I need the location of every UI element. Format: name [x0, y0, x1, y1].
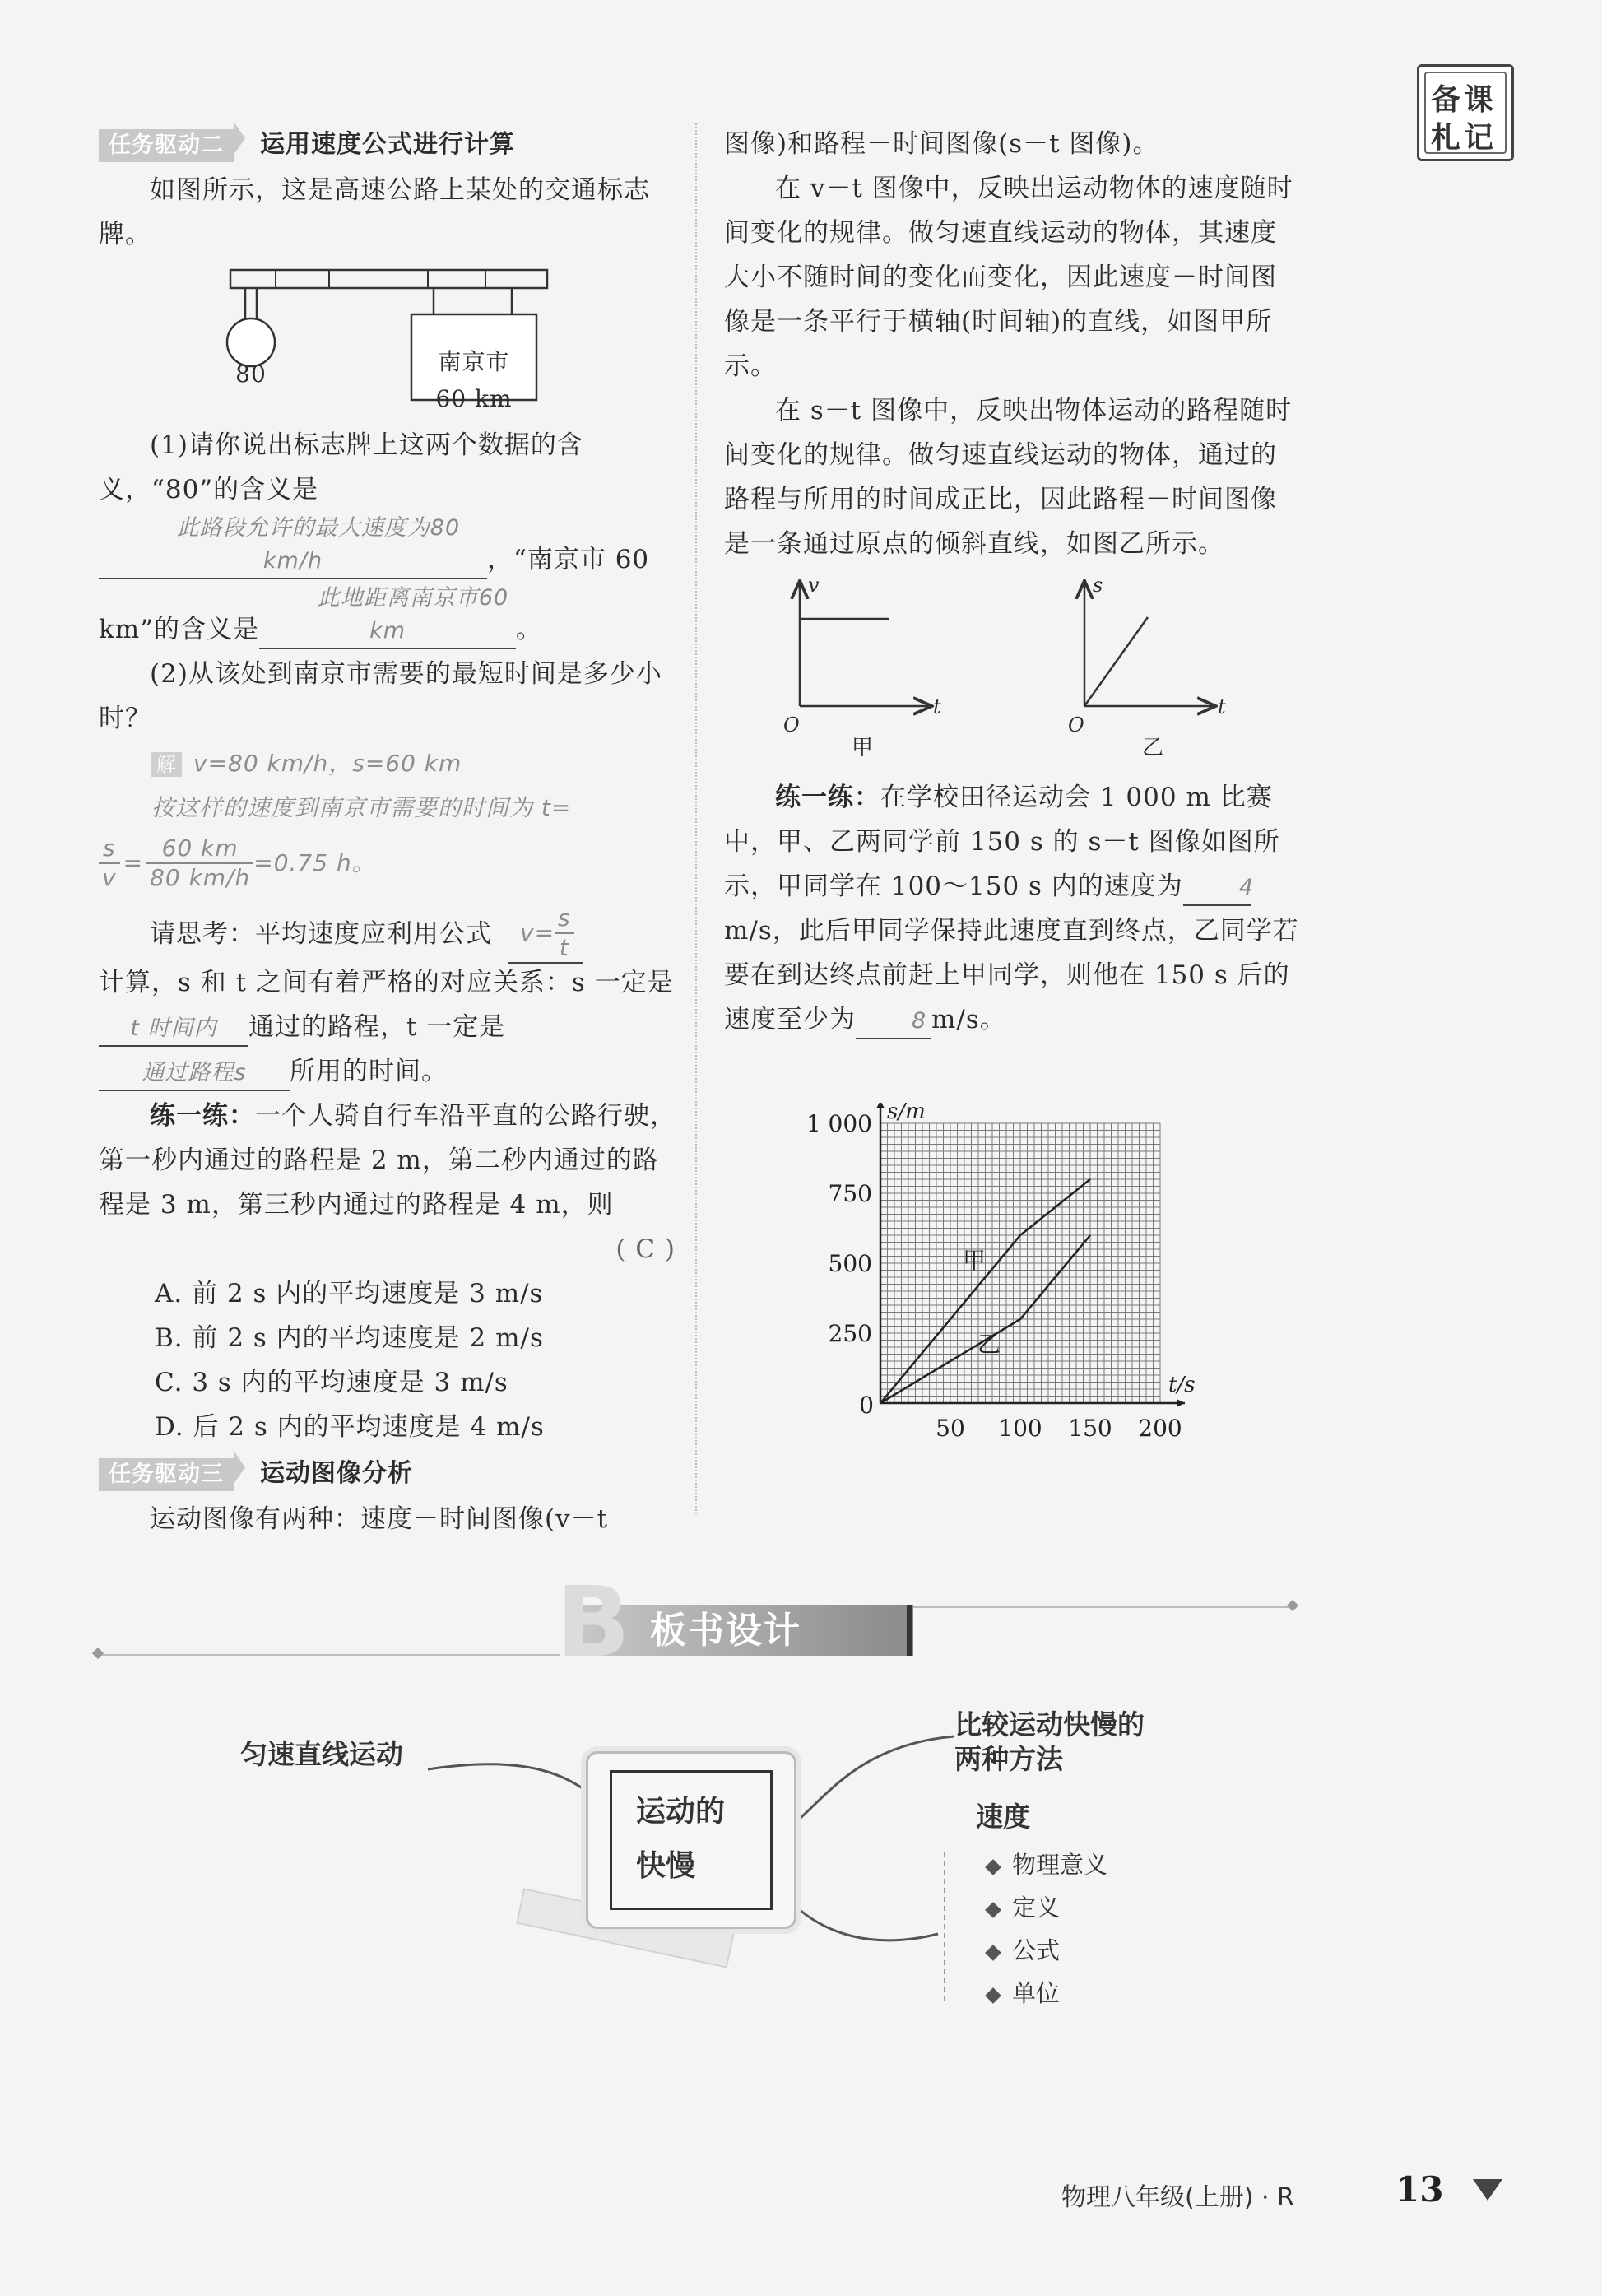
- q2: (2)从该处到南京市需要的最短时间是多少小时？: [99, 659, 662, 733]
- speed-item: 公式: [987, 1929, 1107, 1972]
- q1-prefix: (1)请你说出标志牌上这两个数据的含义，“80”的含义是: [99, 430, 583, 504]
- center-line1: 运动的: [636, 1795, 726, 1829]
- q1-mid: ，“南京市 60 km”的含义是: [99, 545, 650, 644]
- q1-answer2: 此地距离南京市60 km: [259, 582, 516, 649]
- branch-right-top-line1: 比较运动快慢的: [954, 1708, 1145, 1741]
- think-formula: v= $\frac{s}{t}$: [508, 904, 583, 964]
- st-chart: [806, 1103, 1218, 1457]
- right-para2: 在 v－t 图像中，反映出运动物体的速度随时间变化的规律。做匀速直线运动的物体，其速度大小不随时间的变化而变化，因此速度－时间图像是一条平行于横轴(时间轴)的直线，如图甲所示。: [724, 174, 1293, 381]
- origin-label: 0: [859, 1392, 874, 1419]
- exercise1-answer: ( C ): [615, 1234, 676, 1264]
- exercise2-answer2: 8: [856, 1005, 931, 1039]
- series-label: 甲: [963, 1247, 987, 1274]
- solution-result: =0.75 h。: [253, 849, 376, 876]
- center-line2: 快慢: [636, 1849, 696, 1883]
- speed-items: [987, 1843, 1107, 2015]
- stamp-line2: 札记: [1431, 121, 1498, 155]
- speed-label: 速度: [976, 1801, 1030, 1833]
- x-tick-label: 50: [936, 1415, 965, 1442]
- diamond-icon: [985, 1859, 1001, 1875]
- q1: [99, 423, 679, 652]
- think-answer2: 通过路程s: [99, 1057, 290, 1091]
- think: [99, 904, 679, 1094]
- think-prefix: 请思考：平均速度应利用公式: [150, 919, 492, 949]
- sign-speed: 80: [235, 360, 267, 388]
- graph-b-ylabel: s: [1093, 574, 1104, 597]
- option-b: B. 前 2 s 内的平均速度是 2 m/s: [155, 1323, 544, 1353]
- speed-item: 单位: [987, 1972, 1107, 2015]
- options-list: [99, 1271, 679, 1449]
- sign-distance: 60 km: [435, 385, 513, 412]
- task2-arrow-icon: [234, 122, 245, 155]
- corner-stamp: [1417, 64, 1514, 161]
- speed-item: 物理意义: [987, 1843, 1107, 1886]
- branch-right-bottom: [790, 1901, 938, 1940]
- y-tick-label: 250: [828, 1320, 872, 1347]
- traffic-sign-figure: [99, 260, 679, 423]
- right-para3: 在 s－t 图像中，反映出物体运动的路程随时间变化的规律。做匀速直线运动的物体，通过的路程与所用的时间成正比，因此路程－时间图像是一条通过原点的倾斜直线，如图乙所示。: [724, 396, 1293, 559]
- right-column: [724, 122, 1300, 1042]
- solution-line1: v=80 km/h，s=60 km: [193, 750, 462, 777]
- diamond-icon: [985, 1987, 1001, 2004]
- graph-b-xlabel: t: [1218, 695, 1227, 718]
- task3-title: 运动图像分析: [260, 1459, 413, 1488]
- think-mid2: 通过的路程，t 一定是: [248, 1012, 506, 1042]
- task2-intro: 如图所示，这是高速公路上某处的交通标志牌。: [99, 175, 650, 249]
- x-tick-label: 100: [998, 1415, 1042, 1442]
- task3-badge: 任务驱动三: [99, 1458, 234, 1491]
- diamond-icon: [985, 1902, 1001, 1918]
- exercise1-text: 一个人骑自行车沿平直的公路行驶，第一秒内通过的路程是 2 m，第二秒内通过的路程是 3 m，第三秒内通过的路程是 4 m，则: [99, 1101, 676, 1220]
- exercise1-label: 练一练：: [150, 1101, 255, 1131]
- graph-b-line: [1084, 617, 1148, 706]
- branch-right-top: [790, 1736, 954, 1827]
- board-rule-left: [99, 1654, 560, 1656]
- frac-s-over-v: $\frac{s}{v}$: [99, 834, 120, 892]
- y-tick-label: 500: [828, 1250, 872, 1277]
- solution-line2: 按这样的速度到南京市需要的时间为 t=: [151, 794, 572, 821]
- x-tick-label: 200: [1138, 1415, 1182, 1442]
- exercise2-label: 练一练：: [775, 783, 880, 812]
- think-end: 所用的时间。: [290, 1057, 448, 1086]
- x-axis-label: t/s: [1168, 1373, 1196, 1397]
- column-divider: [695, 123, 697, 1514]
- y-tick-label: 750: [828, 1180, 872, 1207]
- q1-answer1: 此路段允许的最大速度为80 km/h: [99, 512, 487, 579]
- x-axis-arrow-icon: [1177, 1399, 1185, 1407]
- option-a: A. 前 2 s 内的平均速度是 3 m/s: [155, 1279, 544, 1308]
- graph-a-origin: O: [783, 713, 801, 737]
- think-answer1: t 时间内: [99, 1012, 248, 1047]
- footer-book: 物理八年级(上册) · R: [1061, 2183, 1294, 2212]
- graph-a-xlabel: t: [933, 695, 942, 718]
- y-axis-label: s/m: [887, 1103, 926, 1124]
- think-mid: 计算，s 和 t 之间有着严格的对应关系：s 一定是: [99, 968, 674, 997]
- solution-formula: $\frac{s}{v}$ = $\frac{60 km}{80 km/h}$ =0.75 h。: [99, 830, 679, 896]
- exercise2-text2: m/s，此后甲同学保持此速度直到终点，乙同学若要在到达终点前赶上甲同学，则他在 150 s 后的速度至少为: [724, 916, 1299, 1034]
- task2-header: [99, 122, 679, 168]
- graph-b-origin: O: [1068, 713, 1085, 737]
- y-axis-arrow-icon: [876, 1103, 885, 1108]
- exercise2: [724, 775, 1300, 1042]
- right-para1: 图像)和路程－时间图像(s－t 图像)。: [724, 129, 1159, 159]
- board-letter: B: [556, 1565, 630, 1679]
- task3-header: [99, 1451, 679, 1497]
- page-number: 13: [1395, 2169, 1444, 2210]
- branch-right-top-line2: 两种方法: [954, 1743, 1063, 1775]
- speed-item: 定义: [987, 1886, 1107, 1929]
- exercise1: [99, 1094, 679, 1227]
- q1-end: 。: [516, 615, 543, 644]
- option-d: D. 后 2 s 内的平均速度是 4 m/s: [155, 1412, 545, 1442]
- task3-text: 运动图像有两种：速度－时间图像(v－t: [150, 1504, 609, 1534]
- center-box: [586, 1751, 796, 1929]
- board-dot-right: [1287, 1600, 1298, 1611]
- solution: [99, 741, 679, 830]
- task3-arrow-icon: [234, 1451, 245, 1484]
- x-tick-label: 150: [1068, 1415, 1112, 1442]
- task2-badge: 任务驱动二: [99, 129, 234, 162]
- board-dot-left: [92, 1648, 104, 1659]
- left-column: [99, 122, 679, 1541]
- y-tick-label: 1 000: [806, 1110, 872, 1137]
- board-banner-end: [907, 1605, 912, 1656]
- exercise2-text1: 在学校田径运动会 1 000 m 比赛中，甲、乙两同学前 150 s 的 s－t 图像如图所示，甲同学在 100～150 s 内的速度为: [724, 783, 1280, 901]
- solution-tag: 解: [151, 752, 182, 777]
- exercise2-text3: m/s。: [931, 1005, 1006, 1034]
- graph-a-ylabel: v: [808, 574, 820, 597]
- small-graphs: [724, 566, 1300, 764]
- branch-left-label: 匀速直线运动: [240, 1738, 403, 1770]
- think-body: [99, 960, 679, 1094]
- option-c: C. 3 s 内的平均速度是 3 m/s: [155, 1368, 508, 1397]
- board-title: 板书设计: [650, 1610, 801, 1652]
- graph-a-caption: 甲: [852, 736, 875, 760]
- diamond-icon: [985, 1945, 1001, 1961]
- sign-city: 南京市: [438, 348, 510, 375]
- series-label: 乙: [977, 1331, 1001, 1358]
- graph-b-caption: 乙: [1142, 736, 1165, 760]
- exercise2-answer1: 4: [1183, 871, 1251, 906]
- corner-arrow-icon: [1473, 2179, 1502, 2201]
- stamp-line1: 备课: [1431, 83, 1498, 117]
- frac-values: $\frac{60 km}{80 km/h}$: [146, 834, 253, 892]
- task2-title: 运用速度公式进行计算: [260, 130, 515, 159]
